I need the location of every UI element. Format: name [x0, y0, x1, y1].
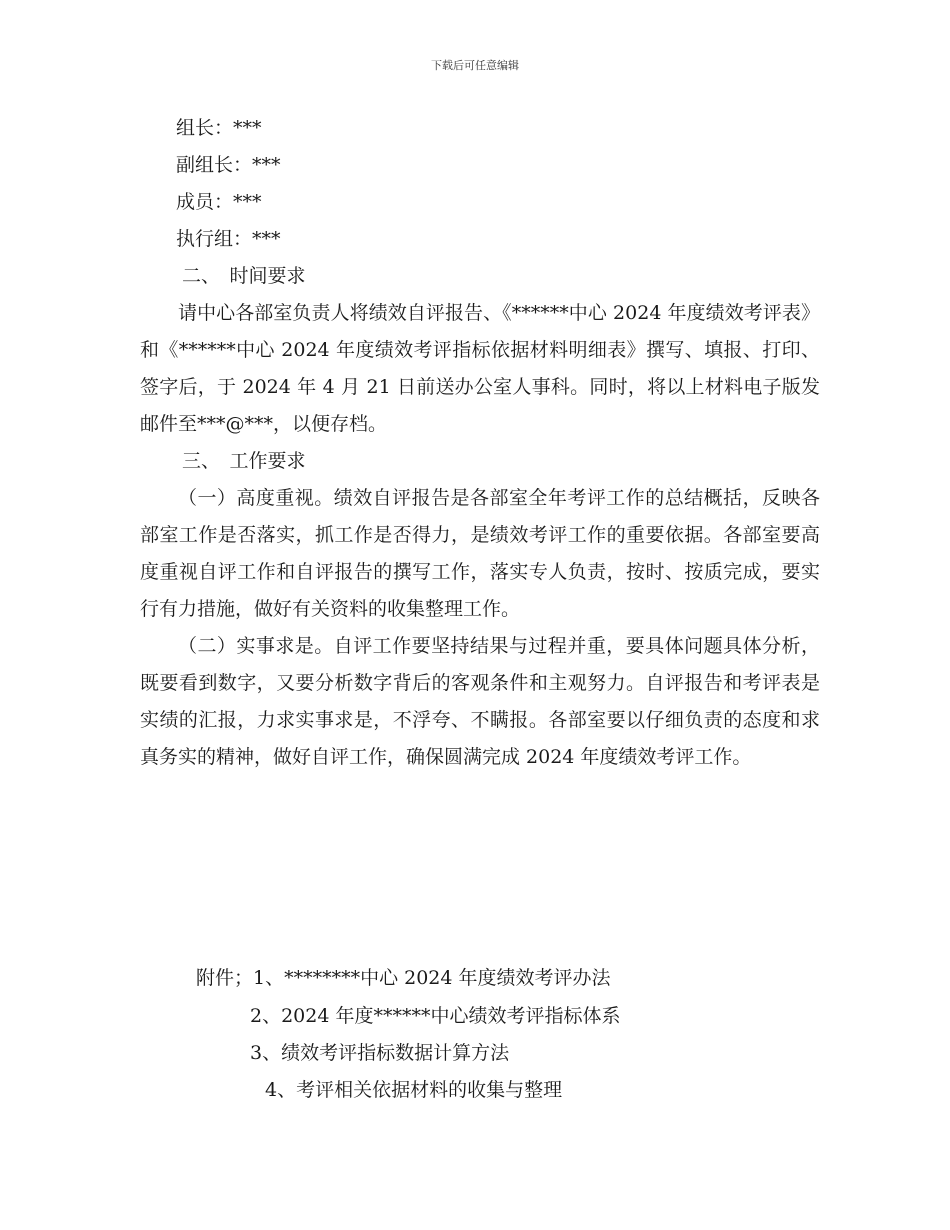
attachment-item-4: 4、考评相关依据材料的收集与整理: [265, 1079, 563, 1101]
document-body: [140, 110, 820, 776]
attachment-item-2: 2、2024 年度******中心绩效考评指标体系: [250, 1005, 621, 1027]
member-leader: 组长：***: [176, 117, 262, 139]
attachment-item-3: 3、绩效考评指标数据计算方法: [250, 1042, 510, 1064]
paragraph-time-requirements: 请中心各部室负责人将绩效自评报告、《******中心 2024 年度绩效考评表》和《******中心 2024 年度绩效考评指标依据材料明细表》撰写、填报、打印、签字后，于 2024 年 4 月 21 日前送办公室人事科。同时，将以上材料电子版发邮件至***@***，以便存档。: [140, 302, 820, 435]
section-heading-time: 二、 时间要求: [182, 265, 306, 287]
paragraph-truthful: （二）实事求是。自评工作要坚持结果与过程并重，要具体问题具体分析，既要看到数字，又要分析数字背后的客观条件和主观努力。自评报告和考评表是实绩的汇报，力求实事求是，不浮夸、不瞒报。各部室要以仔细负责的态度和求真务实的精神，做好自评工作，确保圆满完成 2024 年度绩效考评工作。: [140, 635, 820, 768]
header-note: 下载后可任意编辑: [431, 59, 519, 72]
member-exec: 执行组：***: [176, 228, 281, 250]
member-deputy: 副组长：***: [176, 154, 281, 176]
member-list: 成员：***: [176, 191, 262, 213]
section-heading-work: 三、 工作要求: [182, 450, 306, 472]
paragraph-high-priority: （一）高度重视。绩效自评报告是各部室全年考评工作的总结概括，反映各部室工作是否落实，抓工作是否得力，是绩效考评工作的重要依据。各部室要高度重视自评工作和自评报告的撰写工作，落实专人负责，按时、按质完成，要实行有力措施，做好有关资料的收集整理工作。: [140, 487, 820, 620]
attachment-item-1: 附件；1、********中心 2024 年度绩效考评办法: [196, 967, 611, 989]
